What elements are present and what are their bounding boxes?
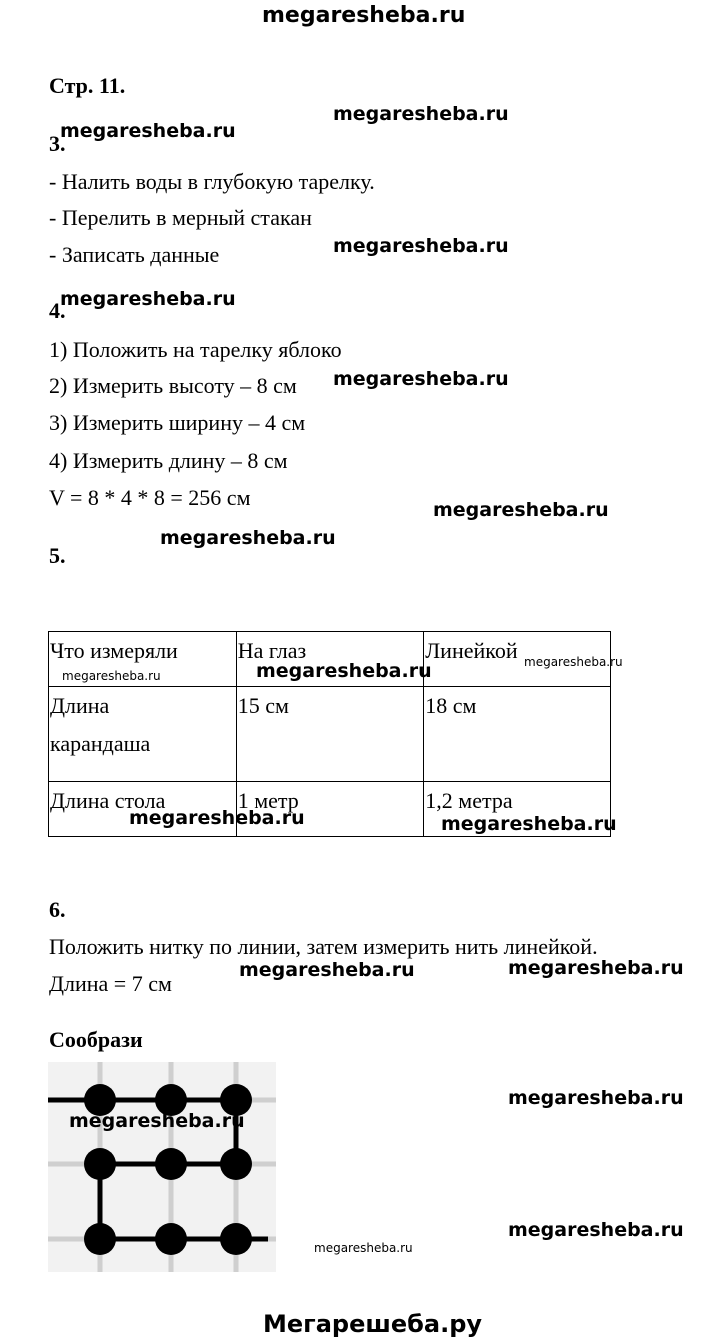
task4-line: 2) Измерить высоту – 8 см [49,373,297,398]
watermark: megaresheba.ru [60,288,236,310]
table-cell: 18 см [424,687,611,782]
task3-line: - Записать данные [49,242,220,267]
table-header-cell: Линейкой [424,632,611,687]
table-header-cell: На глаз [236,632,424,687]
watermark: megaresheba.ru [160,527,336,549]
watermark: megaresheba.ru [508,1219,684,1241]
task3-line: - Перелить в мерный стакан [49,205,312,230]
dot-grid-figure [48,1062,276,1272]
dot [220,1223,252,1255]
task4-line: 3) Измерить ширину – 4 см [49,410,306,435]
task4-number: 4. [49,298,66,323]
site-header: megaresheba.ru [262,3,466,28]
table-cell: 15 см [236,687,424,782]
table-header-cell: Что измеряли [49,632,237,687]
watermark: megaresheba.ru [441,813,617,835]
table-row [49,687,611,782]
watermark: megaresheba.ru [129,807,305,829]
watermark: megaresheba.ru [239,959,415,981]
watermark-small: megaresheba.ru [524,655,623,669]
task6-length: Длина = 7 см [49,971,172,996]
task3-line: - Налить воды в глубокую тарелку. [49,169,375,194]
table-cell: Длина стола [49,782,237,837]
watermark: megaresheba.ru [69,1110,245,1132]
table-cell-line: карандаша [50,731,151,756]
watermark-small: megaresheba.ru [314,1241,413,1255]
watermark: megaresheba.ru [433,499,609,521]
table-cell: 1,2 метра [424,782,611,837]
watermark: megaresheba.ru [508,957,684,979]
table-cell [49,687,237,782]
watermark: megaresheba.ru [333,235,509,257]
dot [84,1148,116,1180]
task6-number: 6. [49,897,66,922]
table-cell: 1 метр [236,782,424,837]
table-cell-line: Длина [50,693,110,718]
task5-number: 5. [49,543,66,568]
task4-line: 1) Положить на тарелку яблоко [49,337,342,362]
task4-line: 4) Измерить длину – 8 см [49,448,288,473]
watermark: megaresheba.ru [333,368,509,390]
watermark: megaresheba.ru [60,120,236,142]
dot [155,1148,187,1180]
watermark: megaresheba.ru [508,1087,684,1109]
dot [155,1223,187,1255]
task3-number: 3. [49,131,66,156]
puzzle-title: Сообрази [49,1027,143,1052]
watermark: megaresheba.ru [256,660,432,682]
task4-volume: V = 8 * 4 * 8 = 256 см [49,485,251,510]
watermark: megaresheba.ru [333,103,509,125]
dot [220,1148,252,1180]
page-title: Стр. 11. [49,73,126,98]
site-footer: Мегарешеба.ру [263,1310,483,1338]
watermark-small: megaresheba.ru [62,669,161,683]
task6-line: Положить нитку по линии, затем измерить нить линейкой. [49,934,598,959]
dot [84,1223,116,1255]
